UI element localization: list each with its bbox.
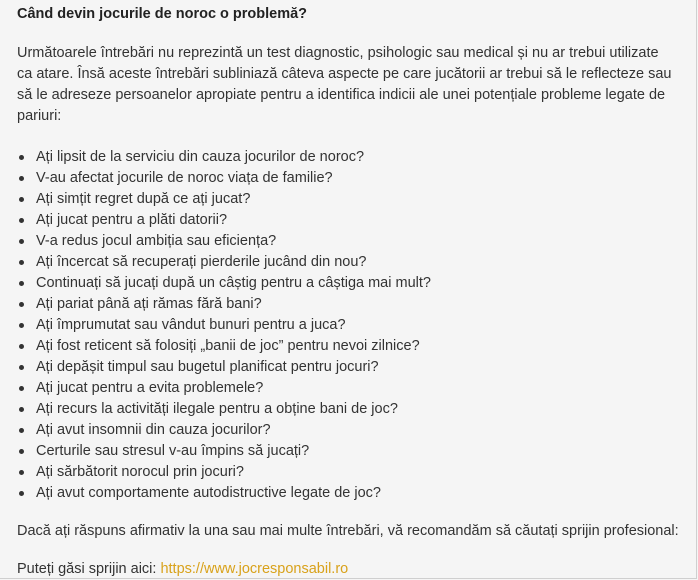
list-item-text: Ați lipsit de la serviciu din cauza jocurilor de noroc? — [36, 149, 365, 165]
help-paragraph — [17, 559, 677, 580]
bullet-icon — [19, 428, 24, 433]
list-item — [36, 210, 677, 231]
list-item — [36, 357, 677, 378]
article-content — [17, 4, 677, 580]
bullet-icon — [19, 197, 24, 202]
bullet-icon — [19, 239, 24, 244]
list-item-text: Ați jucat pentru a evita problemele? — [36, 380, 264, 396]
list-item — [36, 420, 677, 441]
list-item-text: Ați avut comportamente autodistructive legate de joc? — [36, 485, 381, 501]
bullet-icon — [19, 302, 24, 307]
bullet-icon — [19, 491, 24, 496]
bullet-icon — [19, 281, 24, 286]
bullet-icon — [19, 176, 24, 181]
bullet-icon — [19, 449, 24, 454]
list-item — [36, 168, 677, 189]
help-prefix: Puteți găsi sprijin aici: — [17, 561, 161, 577]
list-item-text: V-a redus jocul ambiția sau eficiența? — [36, 233, 277, 249]
list-item-text: Ați recurs la activități ilegale pentru a obține bani de joc? — [36, 401, 398, 417]
list-item — [36, 399, 677, 420]
page-title: Când devin jocurile de noroc o problemă? — [17, 6, 308, 22]
list-item-text: Ați jucat pentru a plăti datorii? — [36, 212, 228, 228]
list-item — [36, 252, 677, 273]
intro-paragraph: Următoarele întrebări nu reprezintă un test diagnostic, psihologic sau medical și nu ar trebui utilizate ca atare. Însă aceste întrebări subliniază câteva aspecte pe care jucătorii ar trebui să le reflecteze sau să le adreseze persoanelor apropiate pentru a identifica indicii ale unei potențiale probleme legate de pariuri: — [17, 45, 672, 124]
list-item-text: Ați pariat până ați rămas fără bani? — [36, 296, 262, 312]
bullet-icon — [19, 386, 24, 391]
bullet-icon — [19, 365, 24, 370]
list-item-text: Ați fost reticent să folosiți „banii de joc” pentru nevoi zilnice? — [36, 338, 420, 354]
list-item — [36, 315, 677, 336]
list-item-text: Ați sărbătorit norocul prin jocuri? — [36, 464, 244, 480]
questions-list — [17, 147, 677, 504]
list-item-text: Continuați să jucați după un câștig pentru a câștiga mai mult? — [36, 275, 431, 291]
list-item — [36, 147, 677, 168]
list-item — [36, 462, 677, 483]
list-item — [36, 441, 677, 462]
bullet-icon — [19, 407, 24, 412]
list-item — [36, 189, 677, 210]
list-item — [36, 273, 677, 294]
list-item-text: Ați depășit timpul sau bugetul planificat pentru jocuri? — [36, 359, 379, 375]
list-item-text: Ați împrumutat sau vândut bunuri pentru a juca? — [36, 317, 346, 333]
list-item — [36, 336, 677, 357]
list-item-text: Certurile sau stresul v-au împins să jucați? — [36, 443, 310, 459]
bullet-icon — [19, 155, 24, 160]
bullet-icon — [19, 470, 24, 475]
list-item-text: V-au afectat jocurile de noroc viața de familie? — [36, 170, 333, 186]
list-item-text: Ați avut insomnii din cauza jocurilor? — [36, 422, 271, 438]
list-item — [36, 378, 677, 399]
outro-paragraph: Dacă ați răspuns afirmativ la una sau mai multe întrebări, vă recomandăm să căutați sprijin profesional: — [17, 523, 679, 539]
help-link[interactable]: https://www.jocresponsabil.ro — [160, 561, 349, 577]
list-item-text: Ați simțit regret după ce ați jucat? — [36, 191, 251, 207]
list-item — [36, 483, 677, 504]
bullet-icon — [19, 344, 24, 349]
list-item — [36, 294, 677, 315]
list-item — [36, 231, 677, 252]
bullet-icon — [19, 260, 24, 265]
list-item-text: Ați încercat să recuperați pierderile jucând din nou? — [36, 254, 367, 270]
bullet-icon — [19, 323, 24, 328]
bullet-icon — [19, 218, 24, 223]
